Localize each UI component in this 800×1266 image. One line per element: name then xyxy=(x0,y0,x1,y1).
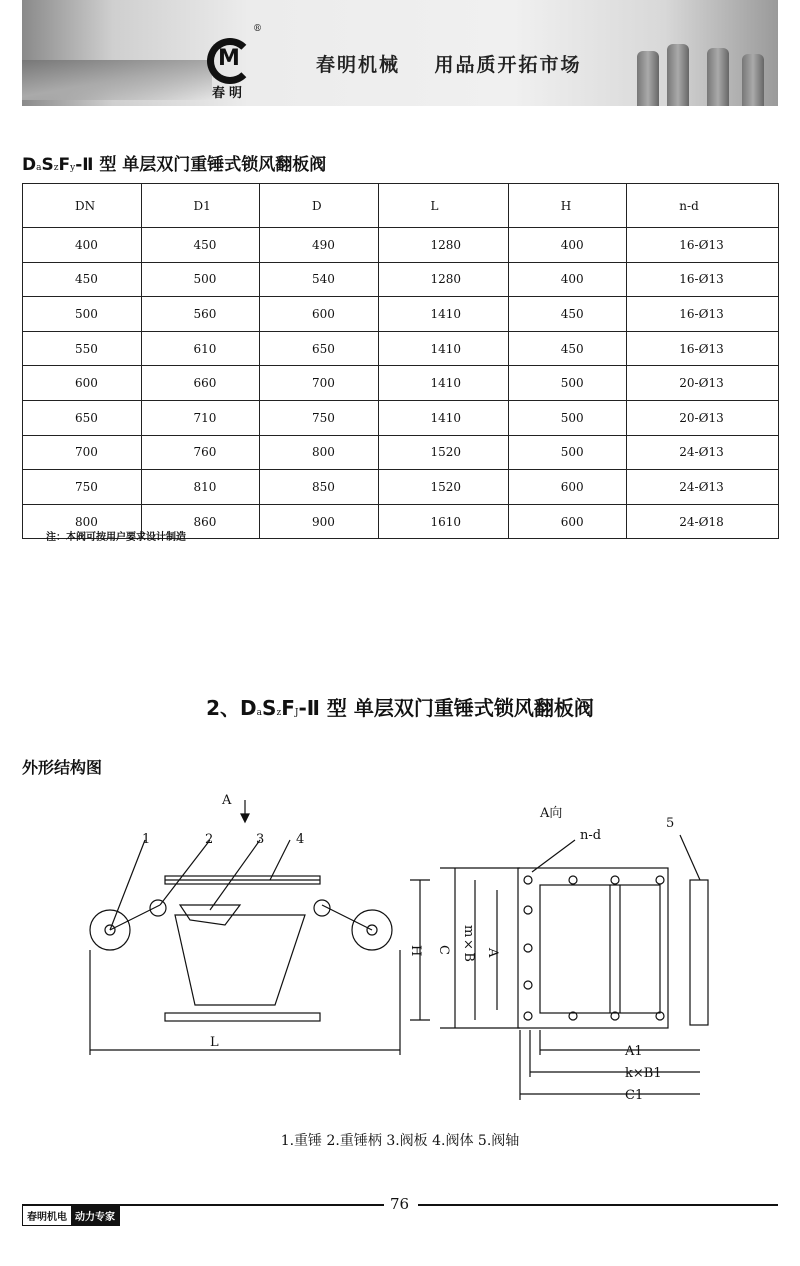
label-l: L xyxy=(210,1035,219,1050)
label-h: H xyxy=(408,945,423,957)
label-5: 5 xyxy=(666,816,675,831)
column-header: D xyxy=(260,184,379,228)
label-mxb: m×B xyxy=(461,925,476,962)
footer-rule xyxy=(418,1204,778,1206)
label-4: 4 xyxy=(296,832,305,847)
table-cell: 450 xyxy=(141,228,260,263)
cooling-tower xyxy=(667,44,689,106)
table-note: 注：本阀可按用户要求设计制造 xyxy=(46,532,186,543)
table-cell: 1280 xyxy=(378,262,508,297)
table-row xyxy=(23,262,779,297)
table-cell: 1520 xyxy=(378,435,508,470)
table-row xyxy=(23,470,779,505)
table-cell: 710 xyxy=(141,400,260,435)
table-cell: 600 xyxy=(23,366,142,401)
table-cell: 450 xyxy=(508,331,627,366)
table-cell: 800 xyxy=(260,435,379,470)
table-cell: 400 xyxy=(508,228,627,263)
table-cell: 500 xyxy=(23,297,142,332)
valve-drawing xyxy=(0,780,800,1120)
table-cell: 500 xyxy=(508,400,627,435)
table-cell: 1410 xyxy=(378,297,508,332)
slogan: 春明机械 用品质开拓市场 xyxy=(316,54,582,76)
table-row xyxy=(23,400,779,435)
label-2: 2 xyxy=(205,832,214,847)
bolt-hole xyxy=(524,906,532,914)
table-cell: 500 xyxy=(508,435,627,470)
bolt-hole xyxy=(569,876,577,884)
table-row xyxy=(23,297,779,332)
bolt-hole xyxy=(524,944,532,952)
section-title: DaSzFy-Ⅱ 型 单层双门重锤式锁风翻板阀 xyxy=(22,155,327,175)
table-cell: 1410 xyxy=(378,400,508,435)
table-cell: 500 xyxy=(141,262,260,297)
table-cell: 16-Ø13 xyxy=(627,262,779,297)
table-cell: 1410 xyxy=(378,366,508,401)
logo-text: 春明 xyxy=(212,86,247,101)
dimension-table xyxy=(22,183,779,539)
label-a1: A1 xyxy=(625,1044,643,1059)
table-cell: 700 xyxy=(260,366,379,401)
table-row xyxy=(23,366,779,401)
registered-mark: ® xyxy=(253,24,262,34)
table-cell: 600 xyxy=(260,297,379,332)
bridge-image xyxy=(22,60,212,100)
table-cell: 500 xyxy=(508,366,627,401)
label-a-view: A向 xyxy=(540,806,563,821)
column-header: DN xyxy=(23,184,142,228)
table-cell: 600 xyxy=(508,504,627,539)
drawing-caption: 1.重锤 2.重锤柄 3.阀板 4.阀体 5.阀轴 xyxy=(280,1133,520,1149)
footer-brand xyxy=(22,1205,120,1226)
table-cell: 750 xyxy=(23,470,142,505)
table-cell: 760 xyxy=(141,435,260,470)
table-cell: 650 xyxy=(260,331,379,366)
label-3: 3 xyxy=(256,832,265,847)
table-cell: 750 xyxy=(260,400,379,435)
label-a-arrow: A xyxy=(222,793,232,808)
table-cell: 24-Ø13 xyxy=(627,435,779,470)
table-cell: 490 xyxy=(260,228,379,263)
table-row xyxy=(23,331,779,366)
table-cell: 20-Ø13 xyxy=(627,400,779,435)
label-c: C xyxy=(436,945,451,955)
brand-tagline: 动力专家 xyxy=(71,1206,119,1225)
table-cell: 540 xyxy=(260,262,379,297)
logo-mark: M xyxy=(218,46,240,71)
table-cell: 1610 xyxy=(378,504,508,539)
table-cell: 450 xyxy=(508,297,627,332)
column-header: D1 xyxy=(141,184,260,228)
section2-title: 2、DaSzFJ-Ⅱ 型 单层双门重锤式锁风翻板阀 xyxy=(206,696,594,720)
column-header: n-d xyxy=(627,184,779,228)
cooling-tower xyxy=(707,48,729,106)
table-cell: 600 xyxy=(508,470,627,505)
table-cell: 1520 xyxy=(378,470,508,505)
table-cell: 1410 xyxy=(378,331,508,366)
front-view xyxy=(440,835,708,1100)
drawing-heading: 外形结构图 xyxy=(22,758,103,777)
cooling-tower xyxy=(742,54,764,106)
table-cell: 20-Ø13 xyxy=(627,366,779,401)
table-cell: 800 xyxy=(23,504,142,539)
bolt-hole xyxy=(611,876,619,884)
page-number: 76 xyxy=(390,1195,410,1213)
label-1: 1 xyxy=(142,832,151,847)
table-cell: 560 xyxy=(141,297,260,332)
table-cell: 24-Ø18 xyxy=(627,504,779,539)
cooling-tower xyxy=(637,51,659,106)
table-row xyxy=(23,435,779,470)
brand-name: 春明机电 xyxy=(27,1212,67,1223)
table-cell: 550 xyxy=(23,331,142,366)
bolt-hole xyxy=(656,876,664,884)
table-cell: 900 xyxy=(260,504,379,539)
table-cell: 1280 xyxy=(378,228,508,263)
label-kxb1: k×B1 xyxy=(625,1066,662,1081)
bolt-hole xyxy=(524,876,532,884)
table-cell: 860 xyxy=(141,504,260,539)
table-cell: 610 xyxy=(141,331,260,366)
bolt-hole xyxy=(524,981,532,989)
table-cell: 450 xyxy=(23,262,142,297)
table-cell: 700 xyxy=(23,435,142,470)
label-c1: C1 xyxy=(625,1088,644,1103)
table-cell: 16-Ø13 xyxy=(627,297,779,332)
table-cell: 16-Ø13 xyxy=(627,331,779,366)
table-cell: 650 xyxy=(23,400,142,435)
column-header: H xyxy=(508,184,627,228)
table-cell: 660 xyxy=(141,366,260,401)
table-cell: 850 xyxy=(260,470,379,505)
table-cell: 16-Ø13 xyxy=(627,228,779,263)
label-a: A xyxy=(485,948,500,958)
table-cell: 810 xyxy=(141,470,260,505)
table-cell: 400 xyxy=(508,262,627,297)
bolt-holes xyxy=(524,876,664,1020)
table-cell: 24-Ø13 xyxy=(627,470,779,505)
column-header: L xyxy=(378,184,508,228)
table-row xyxy=(23,228,779,263)
label-nd: n-d xyxy=(580,828,602,843)
table-cell: 400 xyxy=(23,228,142,263)
bolt-hole xyxy=(524,1012,532,1020)
